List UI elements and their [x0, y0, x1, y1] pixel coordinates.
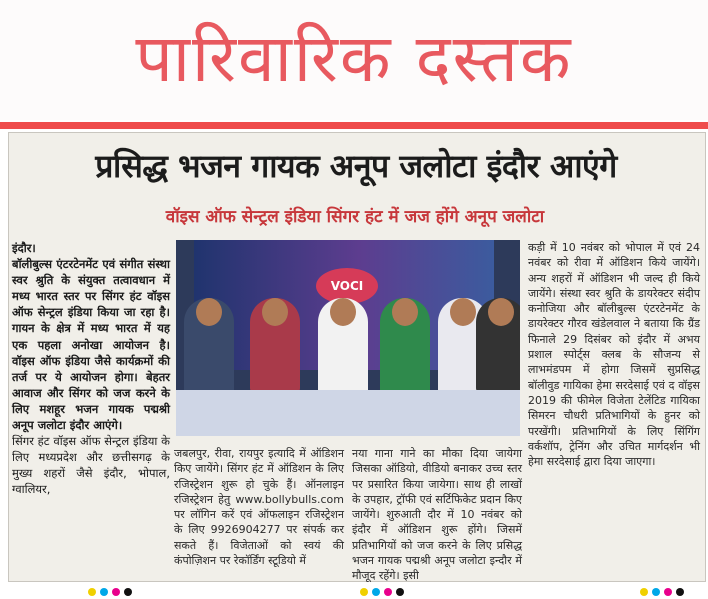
column-1-paragraph: बॉलीबुल्स एंटरटेनमेंट एवं संगीत संस्था स्वर श्रुति के संयुक्त तत्वावधान में मध्य भारत स्तर पर सिंगर हंट वॉइस ऑफ सेन्ट्रल इंडिया किया जा रहा है। गायन के क्षेत्र में मध्य भारत में यह एक पहला अनोखा आयोजन है। वॉइस ऑफ इंडिया जैसे कार्यक्रमों की तर्ज पर ये आयोजन होगा। बेहतर आवाज और सिंगर को जज करने के लिए मशहूर भजन गायक पद्मश्री अनूप जलोटा इंदौर आएंगे। [12, 257, 170, 433]
person [380, 298, 430, 396]
person [250, 298, 300, 394]
dateline: इंदौर। [12, 241, 36, 255]
article-column-4: कड़ी में 10 नवंबर को भोपाल में एवं 24 नवंबर को रीवा में ऑडिशन किये जायेंगे। अन्य शहरों में ऑडिशन भी जल्द ही किये जायेंगे। संस्था स्वर श्रुति के डायरेक्टर संदीप कनोजिया और बॉलीबुल्स एंटरटेनमेंट के डायरेक्टर गौरव खंडेलवाल ने बताया कि ग्रैंड फिनाले 29 दिसंबर को इंदौर में अभय प्रशाल स्पोर्ट्स क्लब के सौजन्य से लाभमंडपम में होगा जिसमें सुप्रसिद्ध बॉलीवुड गायिका हेमा सरदेसाई एवं द वॉइस 2019 की फीमेल विजेता टेलेंटिड गायिका सिमरन चौधरी प्रतिभागियों के हुनर को परखेंगी। प्रतिभागियों के लिए सिंगिंग वर्कशॉप, ट्रेनिंग और उचित मार्गदर्शन भी हेमा सरदेसाई द्वारा दिया जाएगा। [528, 241, 700, 469]
registration-dots [640, 588, 684, 596]
person [318, 298, 368, 398]
masthead [0, 0, 708, 120]
column-1-paragraph: सिंगर हंट वॉइस ऑफ सेन्ट्रल इंडिया के लिए मध्यप्रदेश और छत्तीसगढ़ के मुख्य शहरों जैसे इंदौर, भोपाल, ग्वालियर, [12, 434, 170, 497]
article-subheadline: वॉइस ऑफ सेन्ट्रल इंडिया सिंगर हंट में जज होंगे अनूप जलोटा [165, 207, 545, 227]
article-headline: प्रसिद्ध भजन गायक अनूप जलोटा इंदौर आएंगे [95, 147, 617, 185]
article-column-1 [12, 240, 170, 498]
masthead-divider [0, 122, 708, 129]
event-logo: VOCI [316, 268, 378, 304]
article-column-3: नया गाना गाने का मौका दिया जायेगा जिसका ऑडियो, वीडियो बनाकर उच्च स्तर पर प्रसारित किया जायेगा। साथ ही लाखों के उपहार, ट्रॉफी एवं सर्टिफिकेट प्रदान किए जायेंगे। शुरुआती दौर में 10 नवंबर को इंदौर में ऑडिशन शुरू होंगे। जिसमें प्रतिभागियों को जज करने के लिए प्रसिद्ध भजन गायक पद्मश्री अनूप जलोटा इन्दौर में मौजूद रहेंगे। इसी [352, 447, 522, 583]
person [184, 298, 234, 398]
person [476, 298, 520, 394]
registration-dots [88, 588, 132, 596]
article-column-2: जबलपुर, रीवा, रायपुर इत्यादि में ऑडिशन किए जायेंगे। सिंगर हंट में ऑडिशन के लिए रजिस्ट्रेशन शुरू हो चुके हैं। ऑनलाइन रजिस्ट्रेशन हेतु www.bollybulls.com पर लॉगिन करें एवं ऑफलाइन रजिस्ट्रेशन के लिए 9926904277 पर संपर्क कर सकते हैं। विजेताओं को स्वयं की कंपोज़िशन पर रेकॉर्डिंग स्टूडियो में [174, 447, 344, 568]
press-conference-photo [176, 240, 520, 436]
masthead-title: पारिवारिक दस्तक [135, 20, 573, 97]
press-table [176, 390, 520, 436]
registration-dots [360, 588, 404, 596]
